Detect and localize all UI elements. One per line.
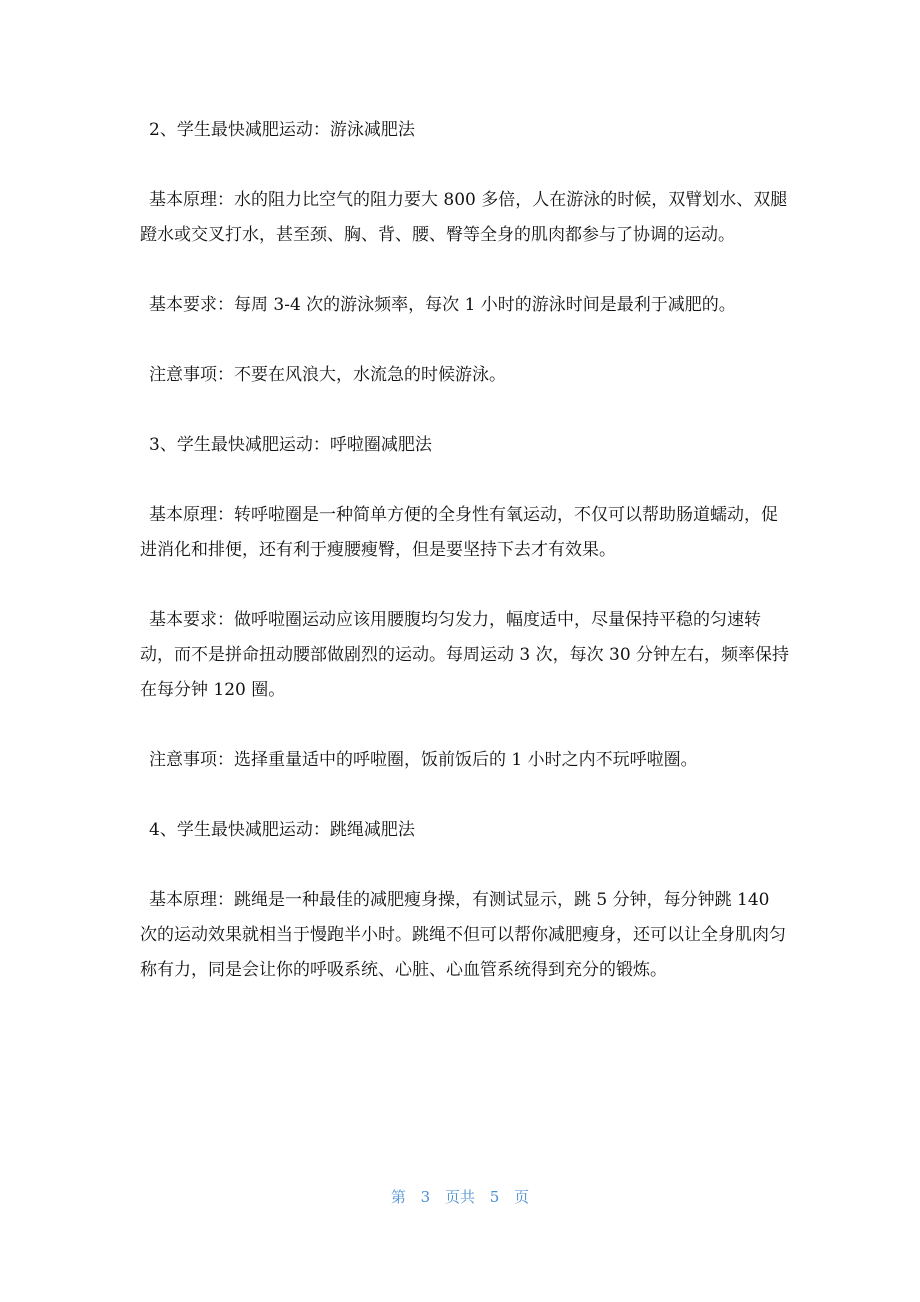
document-body: [140, 113, 790, 1023]
footer-current-page: 3: [420, 1188, 431, 1206]
footer-label-page: 第: [390, 1188, 406, 1206]
page-footer: [0, 1186, 920, 1207]
section-heading-jump-rope: 4、学生最快减肥运动：跳绳减肥法: [149, 820, 415, 840]
footer-label-end: 页: [514, 1188, 530, 1206]
paragraph-jump-rope-principle: 基本原理：跳绳是一种最佳的减肥瘦身操，有测试显示，跳 5 分钟，每分钟跳 140 次的运动效果就相当于慢跑半小时。跳绳不但可以帮你减肥瘦身，还可以让全身肌肉匀称有力，同是会让你的呼吸系统、心脏、心血管系统得到充分的锻炼。: [140, 890, 786, 980]
footer-label-of: 页共: [444, 1188, 475, 1206]
paragraph-swimming-notes: 注意事项：不要在风浪大，水流急的时候游泳。: [149, 365, 506, 385]
paragraph-hula-hoop-notes: 注意事项：选择重量适中的呼啦圈，饭前饭后的 1 小时之内不玩呼啦圈。: [149, 750, 698, 770]
footer-total-pages: 5: [489, 1188, 500, 1206]
section-heading-hula-hoop: 3、学生最快减肥运动：呼啦圈减肥法: [149, 435, 432, 455]
paragraph-hula-hoop-principle: 基本原理：转呼啦圈是一种简单方便的全身性有氧运动，不仅可以帮助肠道蠕动，促进消化和排便，还有利于瘦腰瘦臀，但是要坚持下去才有效果。: [140, 505, 778, 560]
paragraph-swimming-requirement: 基本要求：每周 3-4 次的游泳频率，每次 1 小时的游泳时间是最利于减肥的。: [149, 295, 736, 315]
section-heading-swimming: 2、学生最快减肥运动：游泳减肥法: [149, 120, 415, 140]
paragraph-hula-hoop-requirement: 基本要求：做呼啦圈运动应该用腰腹均匀发力，幅度适中，尽量保持平稳的匀速转动，而不是拼命扭动腰部做剧烈的运动。每周运动 3 次，每次 30 分钟左右，频率保持在每分钟 120 圈。: [140, 610, 790, 700]
paragraph-swimming-principle: 基本原理：水的阻力比空气的阻力要大 800 多倍，人在游泳的时候，双臂划水、双腿蹬水或交叉打水，甚至颈、胸、背、腰、臀等全身的肌肉都参与了协调的运动。: [140, 190, 788, 245]
